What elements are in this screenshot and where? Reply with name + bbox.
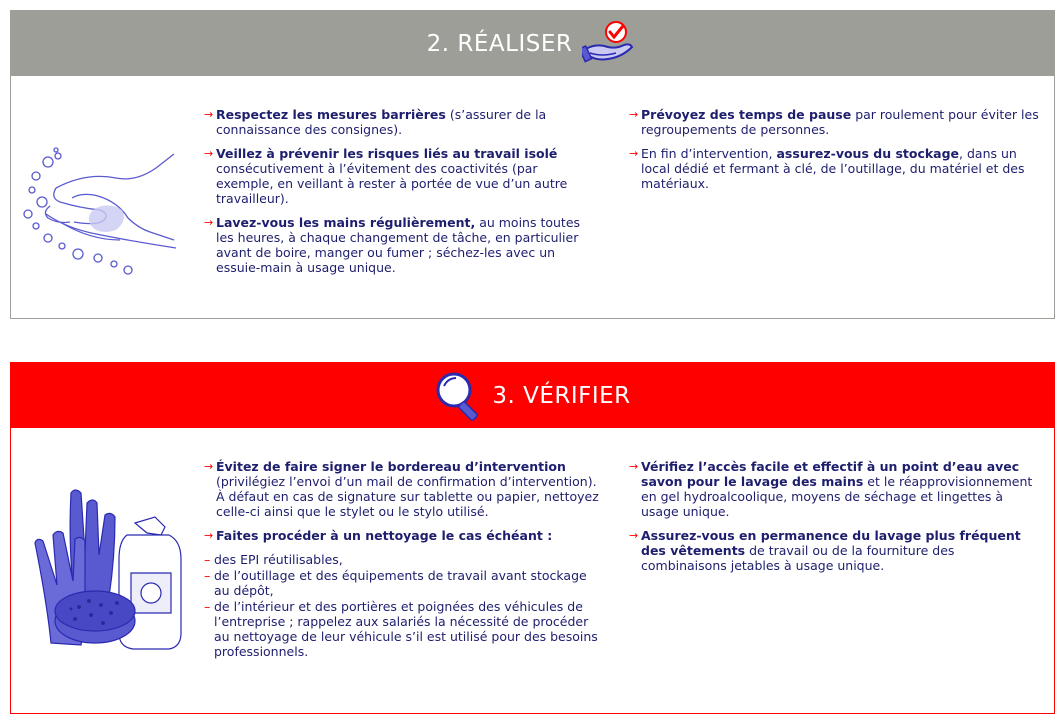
bullet-item: → Vérifiez l’accès facile et effectif à un point d’eau avec savon pour le lavage des mains et le réapprovisionnement en gel hydroalcoolique, moyens de séchage et lingettes à usage unique.: [629, 459, 1039, 519]
bullet-item: → Respectez les mesures barrières (s’assurer de la connaissance des consignes).: [204, 107, 589, 137]
section-title: 2. RÉALISER: [426, 30, 573, 57]
hand-washing-illustration: [16, 118, 186, 278]
right-column: [629, 459, 1039, 582]
bullet-item: → Faites procéder à un nettoyage le cas échéant :: [204, 528, 599, 543]
gloves-sponge-spray-illustration: [31, 483, 201, 673]
left-column: [204, 459, 599, 659]
bullet-item: → Évitez de faire signer le bordereau d’intervention (privilégiez l’envoi d’un mail de confirmation d’intervention). À défaut en cas de signature sur tablette ou papier, nettoyez celle-ci ainsi que le stylet ou le stylo utilisé.: [204, 459, 599, 519]
section-realiser: [10, 10, 1055, 319]
section-header: [11, 11, 1054, 76]
magnifier-icon: [434, 370, 484, 422]
sub-item: – des EPI réutilisables,: [204, 552, 599, 567]
checkmark-hand-icon: [582, 19, 638, 69]
bullet-item: → Assurez-vous en permanence du lavage plus fréquent des vêtements de travail ou de la fourniture des combinaisons jetables à usage unique.: [629, 528, 1039, 573]
sub-item: – de l’outillage et des équipements de travail avant stockage au dépôt,: [204, 568, 599, 598]
left-column: [204, 107, 589, 284]
right-column: [629, 107, 1039, 200]
section-verifier: [10, 362, 1055, 714]
section-header: [11, 363, 1054, 428]
sub-item: – de l’intérieur et des portières et poignées des véhicules de l’entreprise ; rappelez aux salariés la nécessité de procéder au nettoyage de leur véhicule s’il est utilisé pour des besoins professionnels.: [204, 599, 599, 659]
bullet-item: → Veillez à prévenir les risques liés au travail isolé consécutivement à l’évitement des coactivités (par exemple, en veillant à rester à portée de vue d’un autre travailleur).: [204, 146, 589, 206]
bullet-item: → Lavez-vous les mains régulièrement, au moins toutes les heures, à chaque changement de tâche, en particulier avant de boire, manger ou fumer ; séchez-les avec un essuie-main à usage unique.: [204, 215, 589, 275]
bullet-item: → En fin d’intervention, assurez-vous du stockage, dans un local dédié et fermant à clé, de l’outillage, du matériel et des matériaux.: [629, 146, 1039, 191]
section-title: 3. VÉRIFIER: [492, 382, 631, 409]
bullet-item: → Prévoyez des temps de pause par roulement pour éviter les regroupements de personnes.: [629, 107, 1039, 137]
